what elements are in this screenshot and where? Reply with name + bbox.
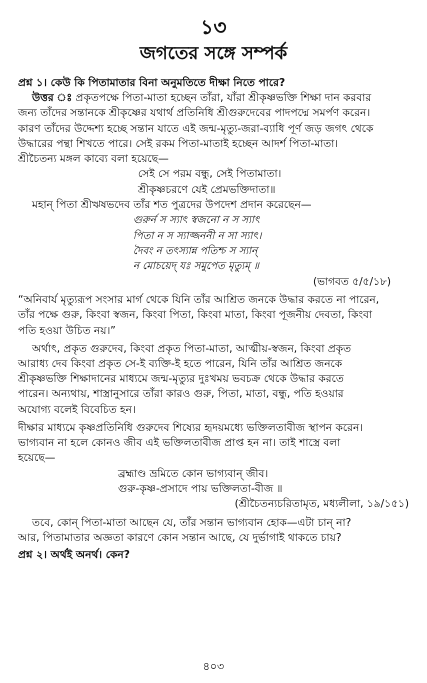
answer-line: উত্তর ঃ প্রকৃতপক্ষে পিতা-মাতা হচ্ছেন তাঁরা, যাঁরা শ্রীকৃষ্ণভক্তি শিক্ষা দান করবার xyxy=(32,92,372,105)
translation-line: “অনিবার্য মৃত্যুরূপ সংসার মার্গ থেকে যিনি তাঁর আশ্রিত জনকে উদ্ধার করতে না পারেন, xyxy=(18,294,380,307)
verse-line: ব্রহ্মাণ্ড ভ্রমিতে কোন ভাগ্যবান্ জীব। xyxy=(118,467,269,480)
closing-line: আর, পিতামাতার অজ্ঞতা কারণে কোন সন্তান আছে, যে দুর্ভাগাই থাকতে চায়? xyxy=(18,531,342,544)
translation-line: তাঁর পক্ষে গুরু, কিংবা স্বজন, কিংবা পিতা, কিংবা মাতা, কিংবা পূজনীয় দেবতা, কিংবা xyxy=(18,309,373,322)
question-1-text: কেউ কি পিতামাতার বিনা অনুমতিতে দীক্ষা নিতে পারে? xyxy=(50,77,286,89)
diksha-line: হয়েছে— xyxy=(18,452,56,465)
verse-line: শ্রীকৃষ্ণচরণে যেই প্রেমভক্তিদাতা॥ xyxy=(138,183,276,196)
verse-1 xyxy=(18,167,409,198)
diksha-line: দীক্ষার মাধ্যমে কৃষ্ণপ্রতিনিধি গুরুদেব শিষ্যের হৃদয়মধ্যে ভক্তিলতাবীজ স্থাপন করেন। xyxy=(18,421,364,434)
answer-line: কারণ তাঁদের উদ্দেশ্য হচ্ছে সন্তান যাতে এই জন্ম-মৃত্যু-জরা-ব্যাধি পূর্ণ জড় জগৎ থেকে xyxy=(18,122,374,135)
question-1 xyxy=(18,76,409,91)
answer-label: উত্তর ঃ xyxy=(32,92,73,105)
verse-line: সেই সে পরম বন্ধু, সেই পিতামাতা। xyxy=(138,168,282,181)
explanation-line: আরাধ্য দেব কিংবা প্রকৃত সে-ই ব্যক্তি-ই হতে পারেন, যিনি তাঁর আশ্রিত জনকে xyxy=(18,358,343,371)
answer-line: জন্য তাঁদের সন্তানকে শ্রীকৃষ্ণের যথার্থ প্রতিনিধি শ্রীগুরুদেবের পাদপদ্মে সমর্পণ করেন। xyxy=(18,107,371,120)
answer-line: শ্রীচৈতন্য মঙ্গল কাব্যে বলা হয়েছে— xyxy=(18,153,169,166)
verse-line: দৈবং ন তৎস্যান্ন পতিশ্চ স স্যান্ xyxy=(133,246,258,258)
diksha-paragraph xyxy=(18,421,409,467)
verse-3 xyxy=(18,467,409,513)
intro-line: মহান্ পিতা শ্রীঋষভদেব তাঁর শত পুত্রদের উপদেশ প্রদান করেছেন— xyxy=(32,199,312,212)
question-1-label: প্রশ্ন ১। xyxy=(18,77,47,89)
explanation-line: পারেন। অন্যথায়, শাস্ত্রানুসারে তাঁরা কারও গুরু, পিতা, মাতা, বন্ধু, পতি হওয়ার xyxy=(18,388,344,401)
question-2-text: অর্থই অনর্থ। কেন? xyxy=(50,549,130,562)
explanation-line: অর্থাৎ, প্রকৃত গুরুদেব, কিংবা প্রকৃত পিতা-মাতা, আত্মীয়-স্বজন, কিংবা প্রকৃত xyxy=(32,342,352,355)
chapter-title: জগতের সঙ্গে সম্পর্ক xyxy=(139,43,288,64)
answer-1 xyxy=(18,91,409,167)
explanation-line: শ্রীকৃষ্ণভক্তি শিক্ষাদানের মাধ্যমে জন্ম-মৃত্যুর দুঃখময় ভবচক্র থেকে উদ্ধার করতে xyxy=(18,373,344,386)
page-number: ৪০৩ xyxy=(202,660,225,673)
closing-line: তবে, কোন্ পিতা-মাতা আছেন যে, তাঁর সন্তান ভাগ্যবান হোক—এটা চান্ না? xyxy=(32,516,352,529)
verse-reference: (শ্রীচৈতন্যচরিতামৃত, মধ্যলীলা, ১৯/১৫১) xyxy=(234,498,409,511)
explanation xyxy=(18,342,409,418)
translation xyxy=(18,293,409,339)
chapter-number: ১৩ xyxy=(200,15,227,39)
verse-2 xyxy=(18,213,409,290)
verse-reference: (ভাগবত ৫/৫/১৮) xyxy=(312,275,391,288)
verse-line: ন মোচয়েদ্ যঃ সমুপেত মৃত্যুম্ ॥ xyxy=(133,261,259,273)
verse-line: পিতা ন স স্যাজ্জননী ন সা স্যাৎ। xyxy=(133,230,262,242)
verse-line: গুরু-কৃষ্ণ-প্রসাদে পায় ভক্তিলতা-বীজ ॥ xyxy=(118,482,283,495)
translation-line: পতি হওয়া উচিত নয়।” xyxy=(18,324,116,337)
question-2 xyxy=(18,548,409,563)
closing xyxy=(18,516,409,546)
answer-line: উদ্ধারের পন্থা শিখতে পারে। সেই রকম পিতা-মাতাই হচ্ছেন আদর্শ পিতা-মাতা। xyxy=(18,137,339,150)
question-2-label: প্রশ্ন ২। xyxy=(18,549,47,562)
verse-line: গুরুর্ন স স্যাৎ স্বজনো ন স স্যাৎ xyxy=(133,215,260,227)
explanation-line: অযোগ্য বলেই বিবেচিত হন। xyxy=(18,403,136,416)
diksha-line: ভাগ্যবান না হলে কোনও জীব এই ভক্তিলতাবীজ প্রাপ্ত হন না। তাই শাস্ত্রে বলা xyxy=(18,437,341,450)
